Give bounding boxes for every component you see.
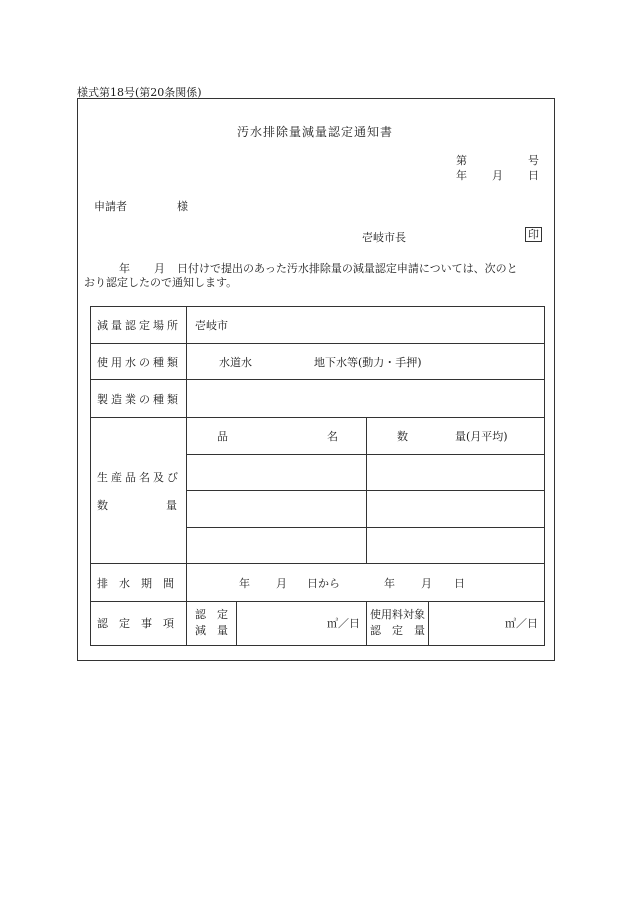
body-line2: おり認定したので通知します。 bbox=[84, 276, 238, 289]
period-nen1: 年 bbox=[239, 576, 250, 590]
body-tsuki: 月 bbox=[154, 262, 165, 275]
product-qty-cell bbox=[367, 454, 545, 490]
cert-sub2 bbox=[367, 601, 429, 645]
cert-unit1: ㎥／日 bbox=[237, 601, 367, 645]
header-ryo: 量(月平均) bbox=[455, 429, 508, 443]
product-label bbox=[91, 417, 187, 564]
period-kara: 日から bbox=[307, 576, 340, 590]
applicant-sama: 様 bbox=[177, 200, 188, 213]
body-nen: 年 bbox=[119, 262, 130, 275]
product-qty-cell bbox=[367, 491, 545, 528]
location-label: 減量認定場所 bbox=[91, 307, 187, 344]
form-label: 様式第18号(第20条関係) bbox=[77, 86, 202, 99]
doc-number-go: 号 bbox=[528, 154, 539, 167]
period-value bbox=[187, 564, 545, 601]
issuer-name: 壱岐市長 bbox=[362, 231, 406, 244]
date-nen: 年 bbox=[456, 169, 467, 182]
product-qty-cell bbox=[367, 528, 545, 564]
date-hi: 日 bbox=[528, 169, 539, 182]
header-mei: 名 bbox=[327, 429, 338, 443]
product-name-cell bbox=[187, 528, 367, 564]
period-hi2: 日 bbox=[454, 576, 465, 590]
applicant-label: 申請者 bbox=[94, 200, 127, 213]
period-label: 排 水 期 間 bbox=[91, 564, 187, 601]
product-name-header bbox=[187, 417, 367, 454]
period-tsuki2: 月 bbox=[421, 576, 432, 590]
period-tsuki1: 月 bbox=[276, 576, 287, 590]
certification-table bbox=[90, 306, 545, 646]
product-name-cell bbox=[187, 454, 367, 490]
product-label-su: 数 bbox=[97, 498, 111, 512]
industry-label: 製造業の種類 bbox=[91, 380, 187, 417]
header-su: 数 bbox=[397, 429, 408, 443]
cert-sub2-line2: 認 定 量 bbox=[370, 624, 425, 638]
cert-sub1-line1: 認 定 bbox=[195, 608, 228, 622]
product-label-line1: 生産品名及び bbox=[97, 470, 181, 484]
header-hin: 品 bbox=[217, 429, 228, 443]
water-type-cell bbox=[187, 344, 545, 380]
doc-number-dai: 第 bbox=[456, 154, 467, 167]
cert-unit2: ㎥／日 bbox=[429, 601, 545, 645]
seal-label: 印 bbox=[525, 227, 542, 242]
cert-sub1 bbox=[187, 601, 237, 645]
page-title: 汚水排除量減量認定通知書 bbox=[236, 125, 393, 139]
water-option-tap: 水道水 bbox=[219, 355, 252, 369]
water-option-ground: 地下水等(動力・手押) bbox=[314, 355, 422, 369]
water-type-label: 使用水の種類 bbox=[91, 344, 187, 380]
location-value: 壱岐市 bbox=[187, 307, 545, 344]
body-line1-rest: 日付けで提出のあった汚水排除量の減量認定申請については、次のと bbox=[177, 262, 518, 275]
product-label-ryo: 量 bbox=[166, 498, 180, 512]
product-name-cell bbox=[187, 491, 367, 528]
quantity-header bbox=[367, 417, 545, 454]
cert-sub2-line1: 使用料対象 bbox=[370, 608, 425, 622]
seal-mark bbox=[525, 227, 542, 242]
date-tsuki: 月 bbox=[492, 169, 503, 182]
period-nen2: 年 bbox=[384, 576, 395, 590]
cert-sub1-line2: 減 量 bbox=[195, 624, 228, 638]
industry-value bbox=[187, 380, 545, 417]
cert-label: 認 定 事 項 bbox=[91, 601, 187, 645]
